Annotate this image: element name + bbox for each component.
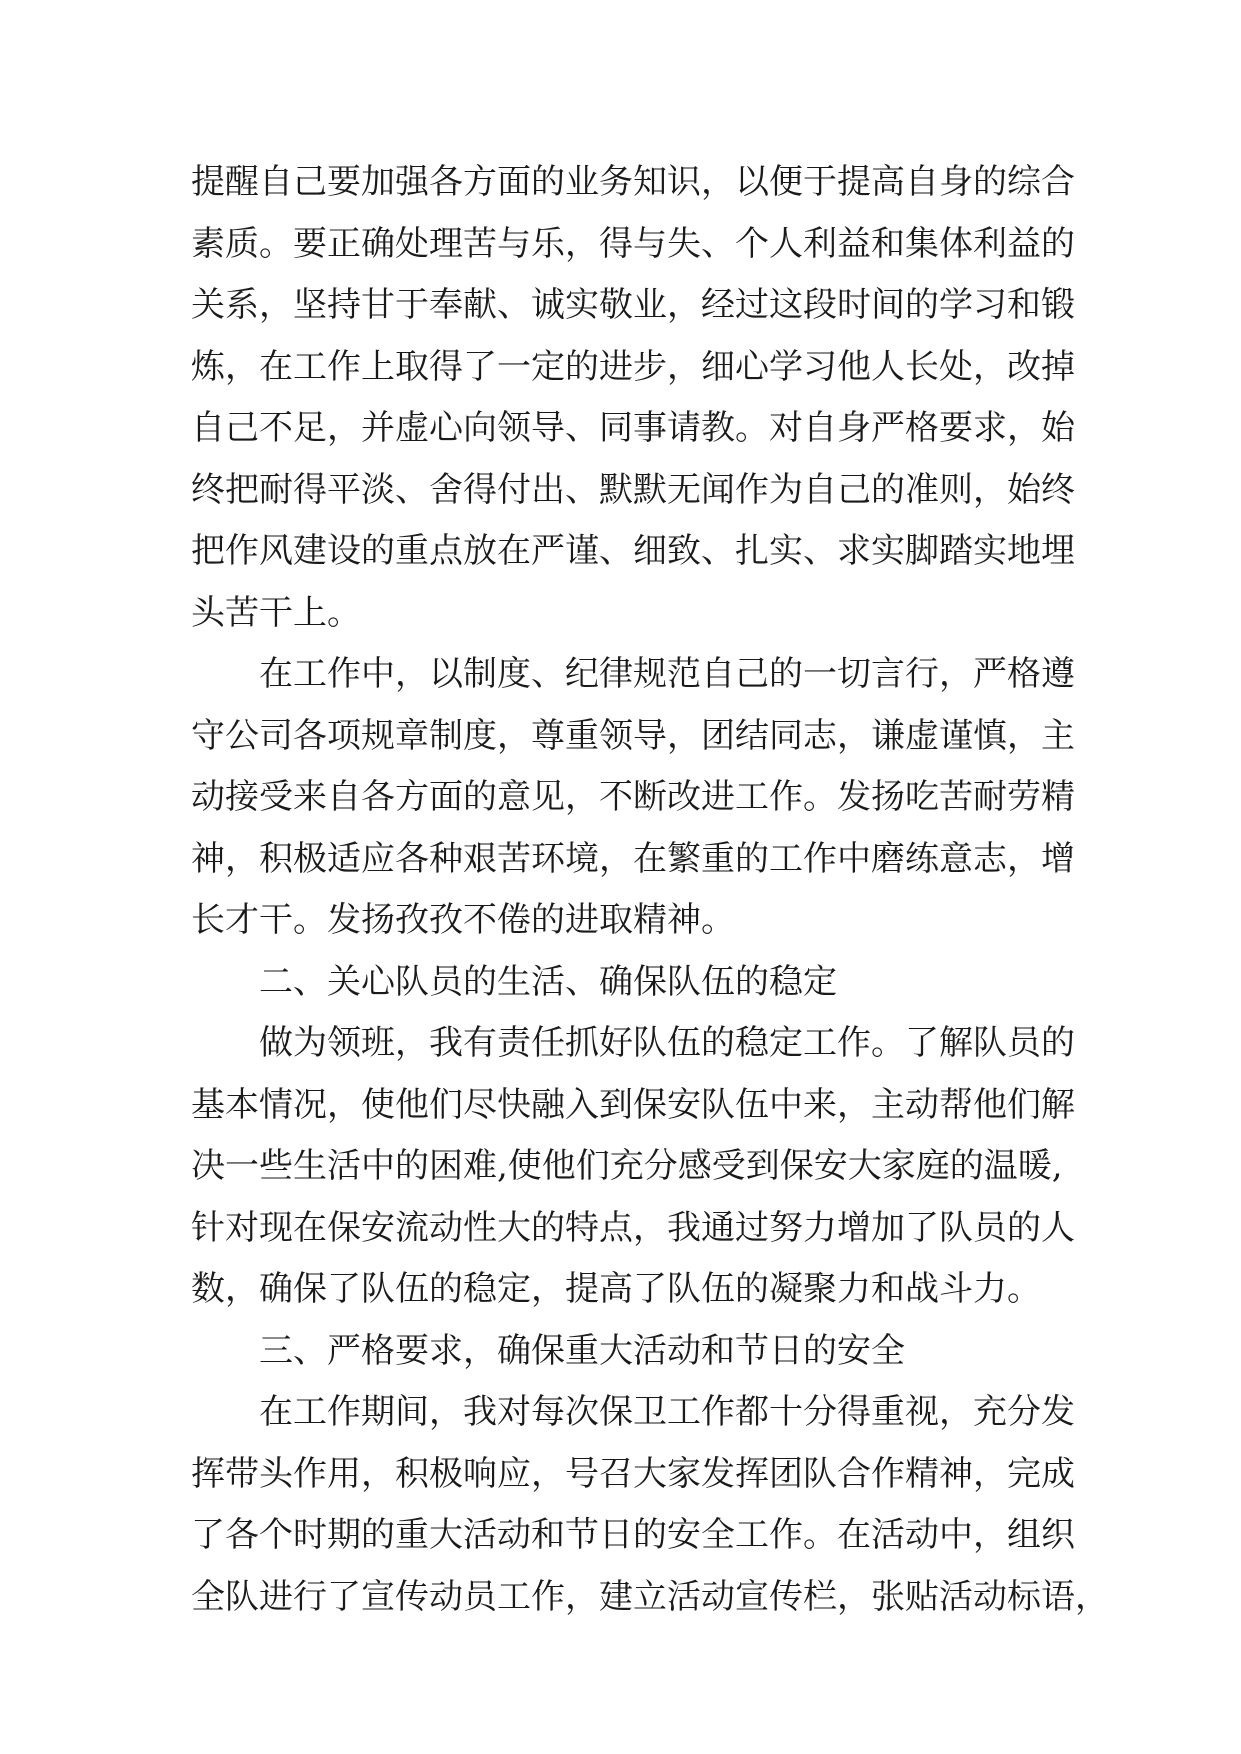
body-text — [191, 152, 1109, 1628]
text-line: 神，积极适应各种艰苦环境，在繁重的工作中磨练意志，增 — [191, 838, 1075, 879]
text-line: 二、关心队员的生活、确保队伍的稳定 — [259, 961, 837, 1002]
text-line: 在工作期间，我对每次保卫工作都十分得重视，充分发 — [259, 1392, 1075, 1432]
text-line: 数，确保了队伍的稳定，提高了队伍的凝聚力和战斗力。 — [191, 1269, 1041, 1309]
text-line: 守公司各项规章制度，尊重领导，团结同志，谦虚谨慎，主 — [191, 715, 1075, 756]
text-line: 提醒自己要加强各方面的业务知识，以便于提高自身的综合 — [191, 162, 1075, 202]
text-line: 做为领班，我有责任抓好队伍的稳定工作。了解队员的 — [259, 1023, 1075, 1063]
text-line: 针对现在保安流动性大的特点，我通过努力增加了队员的人 — [191, 1207, 1075, 1248]
text-line: 头苦干上。 — [191, 592, 361, 633]
text-line: 长才干。发扬孜孜不倦的进取精神。 — [191, 900, 735, 940]
text-line: 素质。要正确处理苦与乐，得与失、个人利益和集体利益的 — [191, 223, 1075, 264]
text-line: 在工作中，以制度、纪律规范自己的一切言行，严格遵 — [259, 654, 1075, 694]
text-line: 动接受来自各方面的意见，不断改进工作。发扬吃苦耐劳精 — [191, 777, 1075, 817]
text-line: 自己不足，并虚心向领导、同事请教。对自身严格要求，始 — [191, 408, 1075, 448]
text-line: 挥带头作用，积极响应，号召大家发挥团队合作精神，完成 — [191, 1453, 1075, 1494]
text-line: 了各个时期的重大活动和节日的安全工作。在活动中，组织 — [191, 1515, 1075, 1555]
text-line: 全队进行了宣传动员工作，建立活动宣传栏，张贴活动标语， — [191, 1576, 1109, 1617]
text-line: 关系，坚持甘于奉献、诚实敬业，经过这段时间的学习和锻 — [191, 285, 1075, 325]
text-line: 炼，在工作上取得了一定的进步，细心学习他人长处，改掉 — [191, 346, 1075, 387]
text-line: 终把耐得平淡、舍得付出、默默无闻作为自己的准则，始终 — [191, 469, 1075, 510]
text-line: 把作风建设的重点放在严谨、细致、扎实、求实脚踏实地埋 — [191, 531, 1075, 571]
text-line: 决一些生活中的困难,使他们充分感受到保安大家庭的温暖, — [191, 1146, 1063, 1186]
text-line: 三、严格要求，确保重大活动和节日的安全 — [259, 1330, 905, 1371]
text-line: 基本情况，使他们尽快融入到保安队伍中来，主动帮他们解 — [191, 1084, 1075, 1125]
